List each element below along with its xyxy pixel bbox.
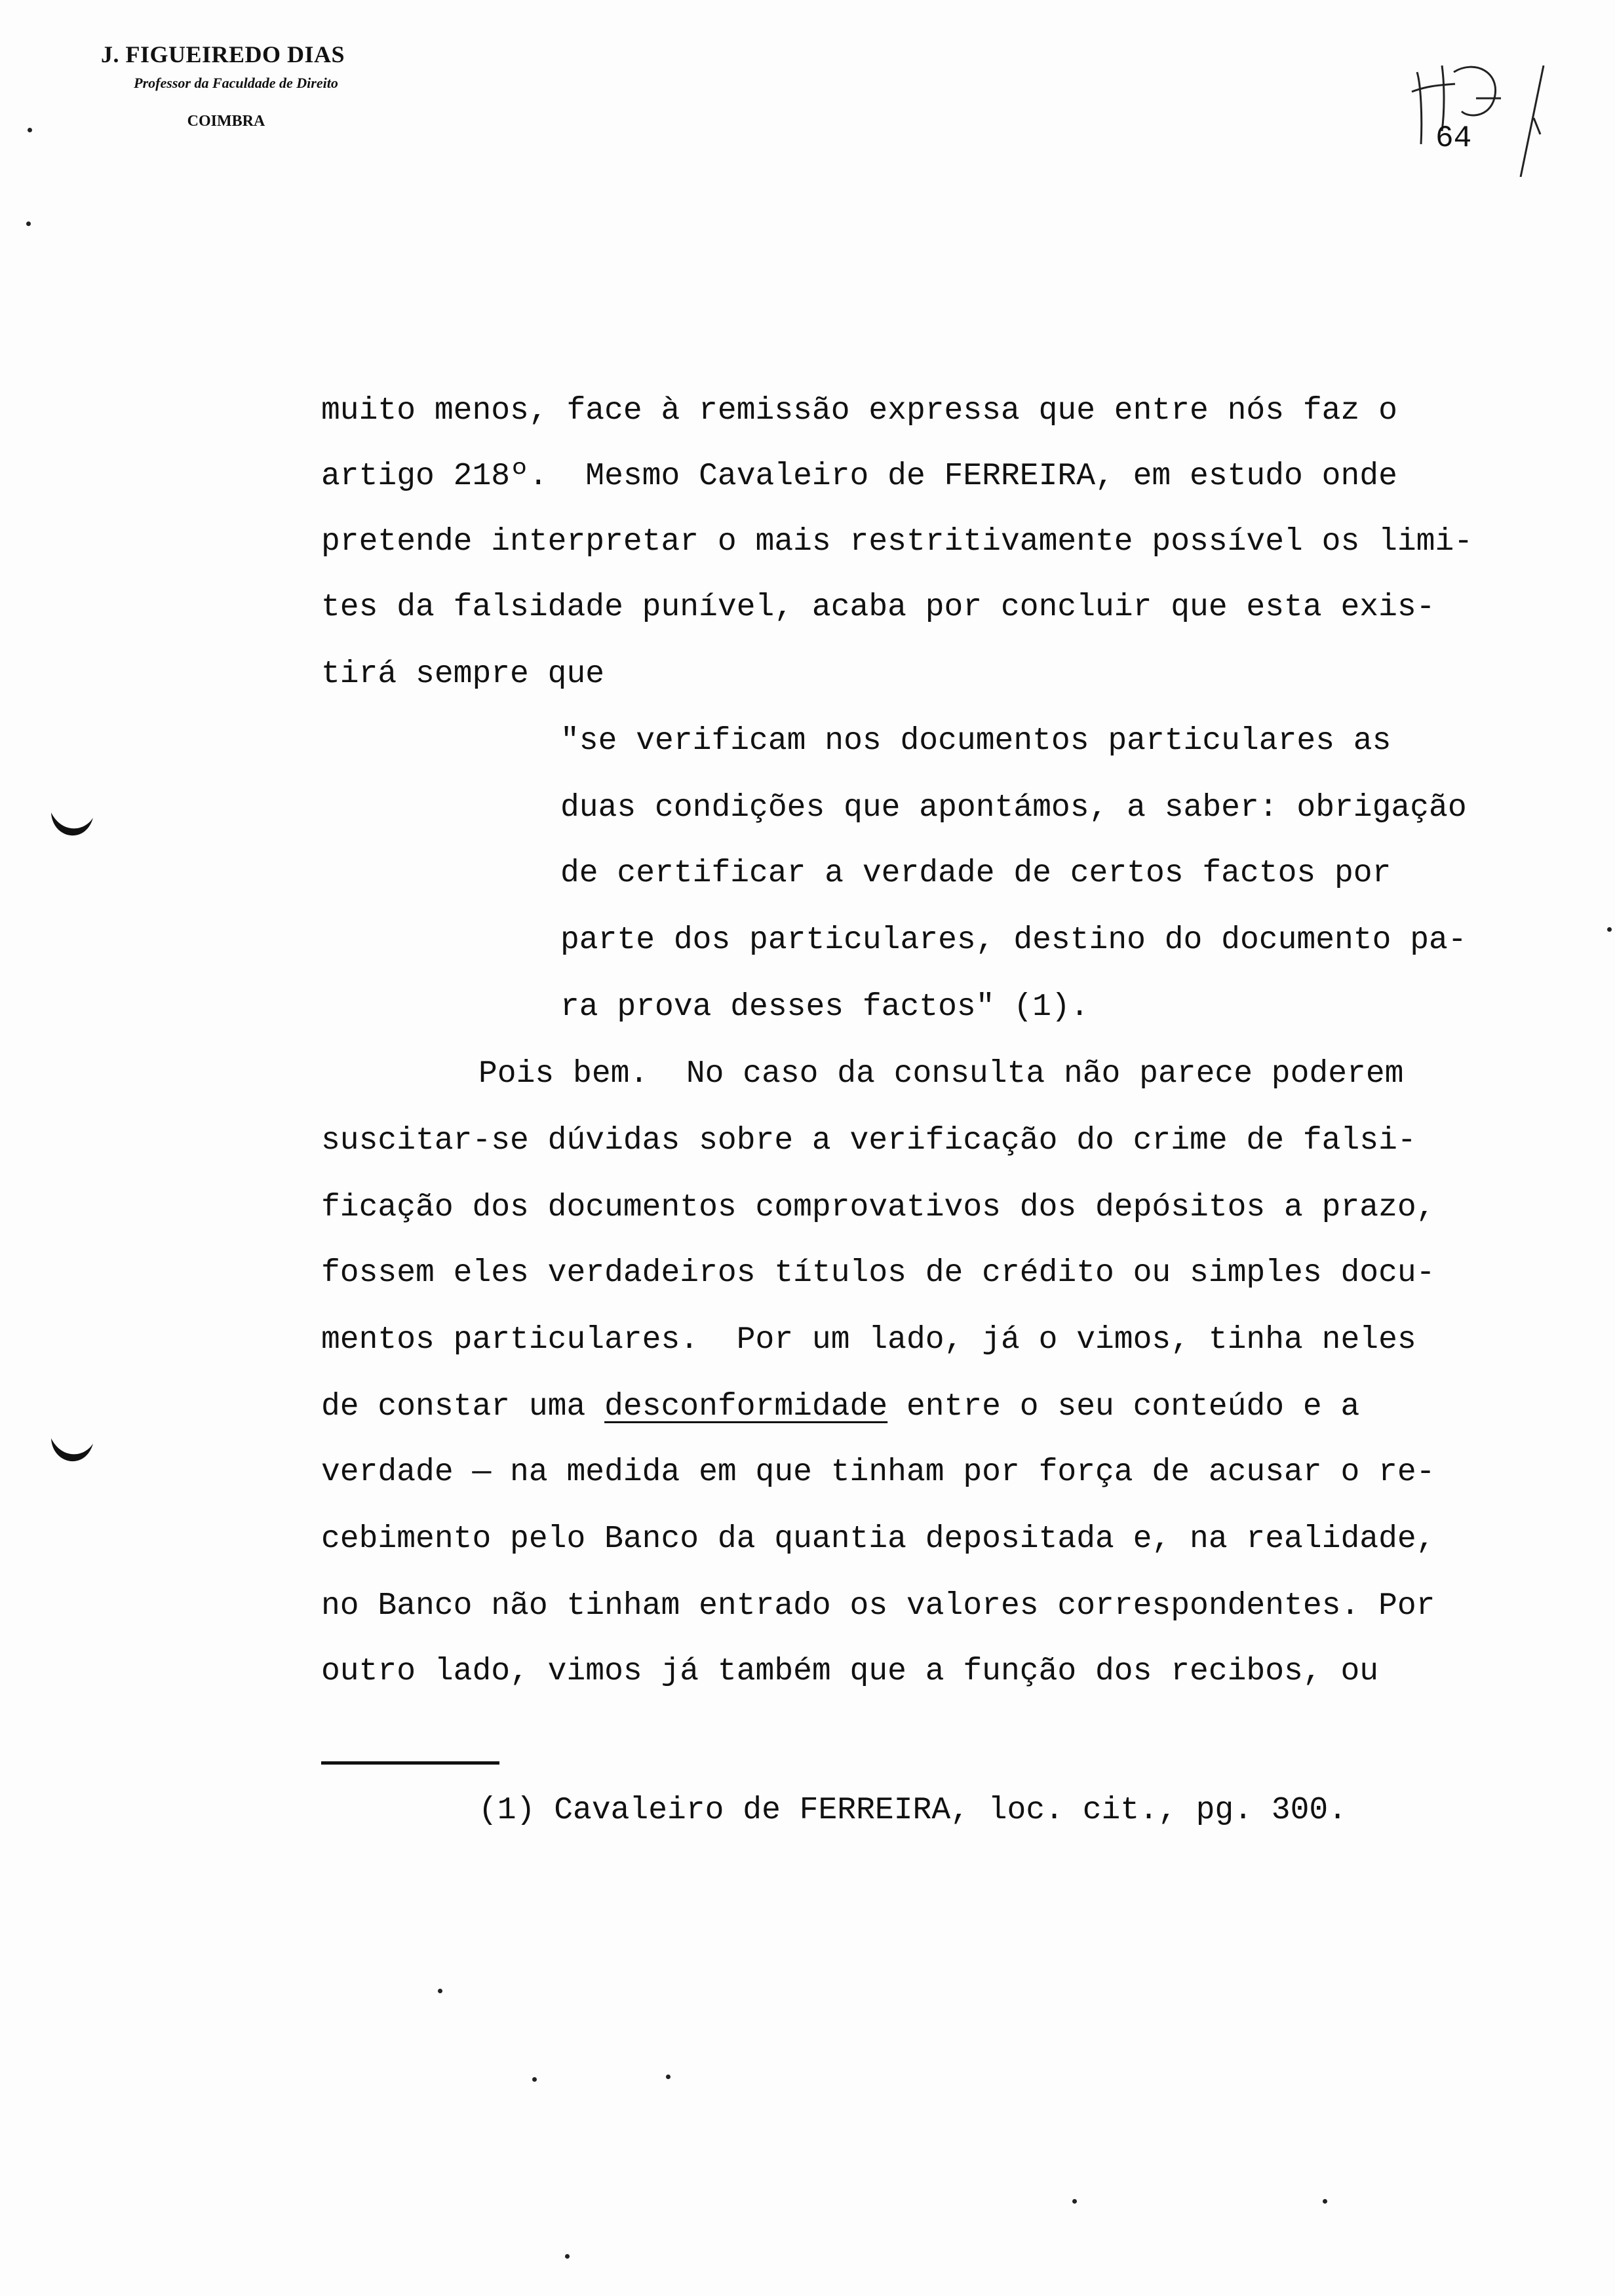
body-line: verdade — na medida em que tinham por força de acusar o re- (321, 1455, 1435, 1490)
body-line: no Banco não tinham entrado os valores correspondentes. Por (321, 1588, 1435, 1624)
scan-speck (666, 2075, 671, 2079)
body-line: cebimento pelo Banco da quantia depositada e, na realidade, (321, 1521, 1435, 1557)
body-line: muito menos, face à remissão expressa que entre nós faz o (321, 393, 1397, 429)
scan-speck (1072, 2199, 1077, 2204)
letterhead (0, 0, 459, 151)
punch-hole-mark (46, 1425, 98, 1478)
scan-speck (1323, 2199, 1327, 2204)
scan-speck (1607, 927, 1612, 932)
body-line: ficação dos documentos comprovativos dos depósitos a prazo, (321, 1190, 1435, 1225)
footnote-divider (321, 1761, 499, 1765)
underlined-term: desconformidade (604, 1389, 888, 1425)
handwritten-folio-mark (1403, 46, 1553, 177)
letterhead-title: Professor da Faculdade de Direito (134, 75, 338, 91)
scan-speck (438, 1989, 442, 1993)
body-line: Pois bem. No caso da consulta não parece poderem (478, 1056, 1404, 1092)
body-line: artigo 218º. Mesmo Cavaleiro de FERREIRA, em estudo onde (321, 459, 1397, 494)
scan-speck (532, 2077, 537, 2082)
quote-line: "se verificam nos documentos particulares as (560, 723, 1391, 759)
footnote: (1) Cavaleiro de FERREIRA, loc. cit., pg. 300. (478, 1793, 1348, 1828)
quote-line: parte dos particulares, destino do documento pa- (560, 923, 1467, 958)
body-line: suscitar-se dúvidas sobre a verificação do crime de falsi- (321, 1123, 1416, 1158)
scan-speck (28, 128, 32, 132)
body-line: pretende interpretar o mais restritivamente possível os limi- (321, 524, 1473, 560)
body-line: outro lado, vimos já também que a função dos recibos, ou (321, 1654, 1379, 1689)
quote-line: de certificar a verdade de certos factos por (560, 856, 1391, 891)
body-text: entre o seu conteúdo e a (887, 1389, 1360, 1425)
body-line: tirá sempre que (321, 657, 605, 692)
quote-line: duas condições que apontámos, a saber: obrigação (560, 790, 1467, 826)
punch-hole-mark (46, 799, 98, 852)
body-line: tes da falsidade punível, acaba por concluir que esta exis- (321, 590, 1435, 625)
letterhead-name: J. FIGUEIREDO DIAS (100, 41, 345, 67)
body-line: fossem eles verdadeiros títulos de crédito ou simples docu- (321, 1255, 1435, 1291)
body-line (321, 1389, 1359, 1425)
letterhead-city: COIMBRA (187, 113, 265, 130)
scan-speck (565, 2254, 570, 2259)
quote-line: ra prova desses factos" (1). (560, 989, 1089, 1025)
body-text: de constar uma (321, 1389, 605, 1425)
scan-speck (26, 221, 31, 226)
page-number: 64 (1435, 121, 1472, 155)
body-line: mentos particulares. Por um lado, já o vimos, tinha neles (321, 1322, 1416, 1358)
